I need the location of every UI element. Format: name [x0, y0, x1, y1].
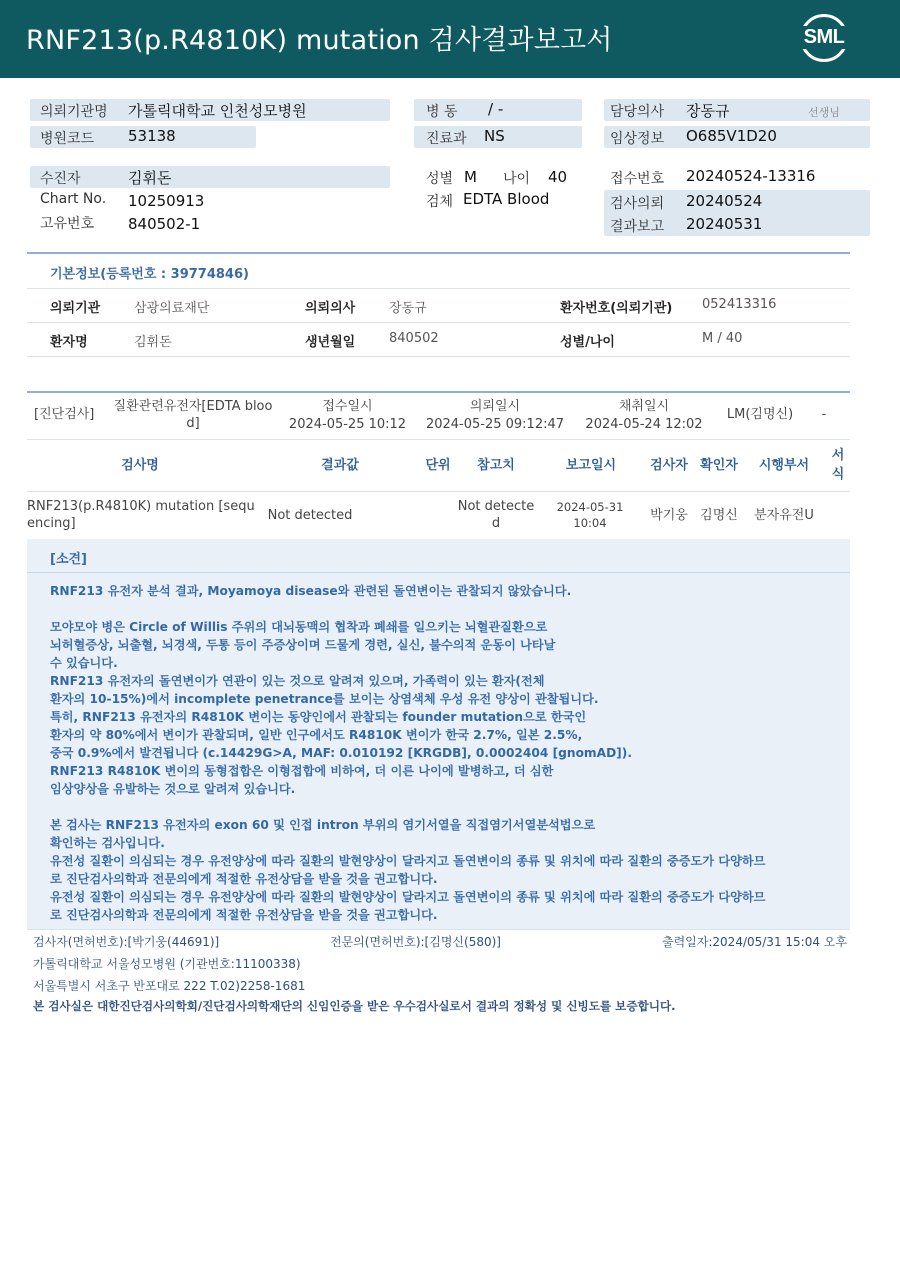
th-format-1: 서 [831, 448, 845, 463]
field-value: 장동규 [389, 301, 427, 316]
exam-dash: - [821, 407, 827, 422]
receipt-time: 2024-05-25 10:12 [288, 417, 407, 432]
th-result: 결과값 [321, 458, 359, 473]
institution-value: 가톨릭대학교 인천성모병원 [128, 102, 307, 120]
result-value: Not detected [267, 508, 353, 523]
footer-tester: 검사자(면허번호):[박기웅(44691)] [33, 935, 220, 949]
hospital-code-label: 병원코드 [40, 131, 95, 147]
ward-value: / - [488, 100, 504, 118]
field-value: 삼광의료재단 [134, 301, 210, 316]
patient-value: 김휘돈 [128, 169, 172, 187]
finding-line: RNF213 유전자의 돌연변이가 연관이 있는 것으로 알려져 있으며, 가족력이 있는 환자(전체 [50, 674, 545, 688]
basic-info-rule-2 [27, 322, 850, 323]
field-label: 성별/나이 [560, 335, 615, 350]
basic-info-title: 기본정보(등록번호 : 39774846) [50, 267, 249, 282]
finding-line: RNF213 R4810K 변이의 동형접합은 이형접합에 비하여, 더 이른 나이에 발병하고, 더 심한 [50, 764, 554, 778]
th-format-2: 식 [831, 467, 845, 482]
th-department: 시행부서 [758, 458, 810, 473]
age-value: 40 [548, 168, 568, 186]
lab-name: LM(김명신) [726, 407, 794, 422]
finding-line: 특히, RNF213 유전자의 R4810K 변이는 동양인에서 관찰되는 founder mutation으로 한국인 [50, 710, 587, 724]
finding-line: 환자의 약 80%에서 변이가 관찰되며, 일반 인구에서도 R4810K 변이가 한국 2.7%, 일본 2.5%, [50, 728, 583, 742]
result-test-name-line1: RNF213(p.R4810K) mutation [sequ [27, 499, 255, 514]
footer-address: 서울특별시 서초구 반포대로 222 T.02)2258-1681 [33, 979, 306, 993]
exam-top-rule [27, 391, 850, 393]
request-time: 2024-05-25 09:12:47 [425, 417, 565, 432]
clinical-info-label: 임상정보 [610, 131, 665, 147]
result-reference-line2: d [491, 516, 501, 531]
finding-line: 뇌허혈증상, 뇌출혈, 뇌경색, 두통 등이 주증상이며 드물게 경련, 실신, 불수의적 운동이 나타날 [50, 638, 556, 652]
unique-no-label: 고유번호 [40, 216, 95, 232]
finding-line: 로 진단검사의학과 전문의에게 적절한 유전상담을 받을 것을 권고합니다. [50, 872, 438, 886]
age-label: 나이 [503, 171, 531, 187]
doctor-suffix: 선생님 [808, 106, 840, 119]
result-department: 분자유전U [754, 508, 814, 523]
field-value: 840502 [389, 331, 439, 346]
footer-certification: 본 검사실은 대한진단검사의학회/진단검사의학재단의 신임인증을 받은 우수검사실로서 결과의 정확성 및 신빙도를 보증합니다. [33, 999, 676, 1013]
finding-line: 본 검사는 RNF213 유전자의 exon 60 및 인접 intron 부위의 염기서열을 직접염기서열분석법으로 [50, 818, 596, 832]
institution-label: 의뢰기관명 [40, 104, 108, 120]
request-label: 의뢰일시 [469, 399, 521, 414]
collect-time: 2024-05-24 12:02 [585, 417, 703, 432]
footer-print-date: 출력일자:2024/05/31 15:04 오후 [662, 935, 847, 949]
collect-label: 채취일시 [618, 399, 670, 414]
finding-line: 모야모야 병은 Circle of Willis 주위의 대뇌동맥의 협착과 폐쇄를 일으키는 뇌혈관질환으로 [50, 620, 548, 634]
logo-text: SML [796, 26, 852, 49]
sex-value: M [464, 168, 477, 186]
field-value: 김휘돈 [134, 335, 172, 350]
unique-no-value: 840502-1 [128, 215, 201, 233]
receipt-label: 접수일시 [322, 399, 373, 414]
sml-logo [796, 12, 852, 66]
footer-specialist: 전문의(면허번호):[김명신(580)] [330, 935, 501, 949]
patient-label: 수진자 [40, 171, 81, 187]
exam-category: [진단검사] [34, 407, 95, 422]
result-report-date: 2024-05-31 [556, 500, 624, 514]
th-test-name: 검사명 [121, 458, 159, 473]
th-report-date: 보고일시 [565, 458, 617, 473]
clinical-info-value: O685V1D20 [686, 127, 777, 145]
result-tester: 박기웅 [650, 508, 688, 523]
ward-label: 병 동 [426, 104, 458, 120]
finding-line: 중국 0.9%에서 발견됩니다 (c.14429G>A, MAF: 0.010192 [KRGDB], 0.0002404 [gnomAD]). [50, 746, 632, 760]
basic-info-rule-3 [27, 356, 850, 357]
findings-title: [소견] [50, 552, 87, 567]
findings-title-rule [27, 572, 850, 573]
finding-line: 로 진단검사의학과 전문의에게 적절한 유전상담을 받을 것을 권고합니다. [50, 908, 438, 922]
doctor-label: 담당의사 [610, 104, 665, 120]
result-test-name-line2: encing] [27, 516, 76, 531]
field-value: M / 40 [702, 331, 743, 346]
th-tester: 검사자 [650, 458, 688, 473]
specimen-value: EDTA Blood [463, 190, 550, 208]
receipt-no-value: 20240524-13316 [686, 167, 816, 185]
field-label: 의뢰기관 [50, 301, 101, 316]
result-confirmer: 김명신 [700, 508, 738, 523]
report-title: RNF213(p.R4810K) mutation 검사결과보고서 [26, 25, 613, 56]
basic-info-rule-1 [27, 288, 850, 289]
receipt-no-label: 접수번호 [610, 171, 665, 187]
request-date-label: 검사의뢰 [610, 196, 665, 212]
footer-rule [27, 929, 850, 930]
finding-line: 확인하는 검사입니다. [50, 836, 165, 850]
exam-rule [27, 439, 850, 440]
report-header [0, 0, 900, 78]
finding-line: 유전성 질환이 의심되는 경우 유전양상에 따라 질환의 발현양상이 달라지고 돌연변이의 종류 및 위치에 따라 질환의 중증도가 다양하므 [50, 890, 766, 904]
sex-label: 성별 [426, 171, 454, 187]
table-header-rule [27, 491, 850, 492]
exam-name-line2: d] [186, 416, 200, 431]
field-value: 052413316 [702, 297, 777, 312]
department-label: 진료과 [426, 131, 467, 147]
report-date-label: 결과보고 [610, 219, 665, 235]
finding-line: 수 있습니다. [50, 656, 118, 670]
th-reference: 참고치 [477, 458, 515, 473]
specimen-label: 검체 [426, 194, 454, 210]
footer-hospital: 가톨릭대학교 서울성모병원 (기관번호:11100338) [33, 957, 301, 971]
th-confirmer: 확인자 [700, 458, 738, 473]
exam-name-line1: 질환관련유전자[EDTA bloo [113, 399, 273, 414]
request-date-value: 20240524 [686, 192, 763, 210]
finding-line: 유전성 질환이 의심되는 경우 유전양상에 따라 질환의 발현양상이 달라지고 돌연변이의 종류 및 위치에 따라 질환의 중증도가 다양하므 [50, 854, 766, 868]
finding-line: 임상양상을 유발하는 것으로 알려져 있습니다. [50, 782, 296, 796]
field-label: 환자번호(의뢰기관) [560, 301, 673, 316]
chart-no-label: Chart No. [40, 191, 107, 207]
result-report-time: 10:04 [573, 516, 607, 530]
result-reference-line1: Not detecte [457, 499, 535, 514]
field-label: 생년월일 [305, 335, 356, 350]
patient-bar [30, 166, 390, 188]
chart-no-value: 10250913 [128, 192, 205, 210]
finding-line: 환자의 10-15%)에서 incomplete penetrance를 보이는 상염색체 우성 유전 양상이 관찰됩니다. [50, 692, 599, 706]
hospital-code-value: 53138 [128, 127, 176, 145]
finding-line: RNF213 유전자 분석 결과, Moyamoya disease와 관련된 돌연변이는 관찰되지 않았습니다. [50, 584, 572, 598]
field-label: 의뢰의사 [305, 301, 356, 316]
department-value: NS [484, 127, 505, 145]
field-label: 환자명 [50, 335, 88, 350]
report-date-value: 20240531 [686, 215, 763, 233]
doctor-value: 장동규 [686, 102, 730, 120]
th-unit: 단위 [425, 458, 451, 473]
basic-info-top-rule [27, 252, 850, 254]
